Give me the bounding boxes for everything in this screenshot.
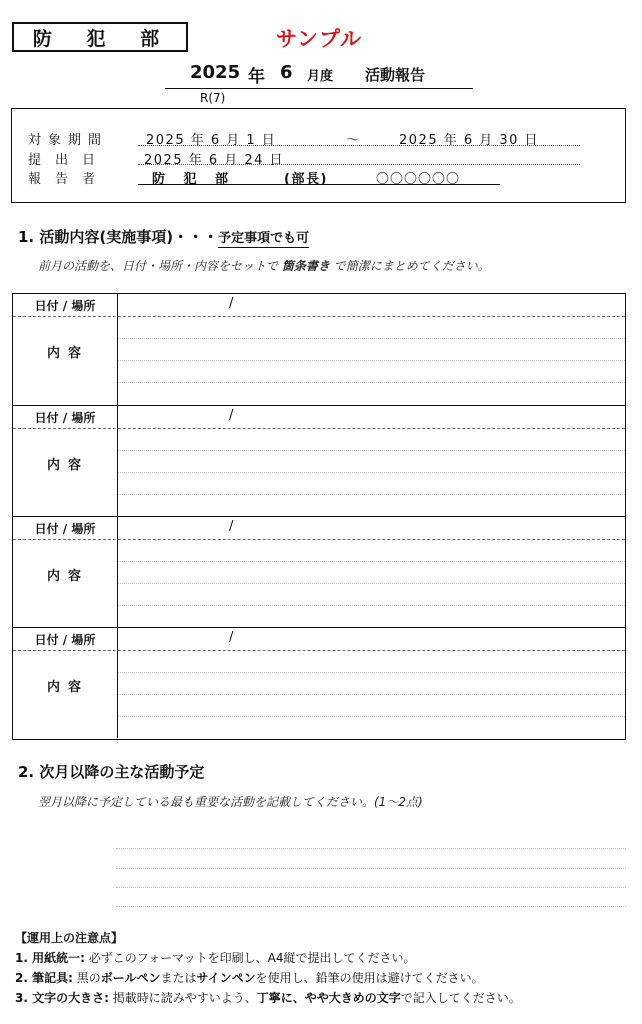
submit-date: 2025 年 6 月 24 日 — [144, 153, 285, 168]
reporter-label: 報告者 — [28, 172, 110, 187]
activity-table — [12, 293, 626, 740]
period-end: 2025 年 6 月 30 日 — [399, 133, 540, 148]
date-place-slash: / — [229, 408, 234, 423]
report-month: 6 — [280, 62, 293, 83]
plan-line — [116, 906, 626, 907]
section2-number: 2. — [18, 763, 35, 781]
report-year: 2025 — [190, 62, 241, 83]
operation-notes-heading: 【運用上の注意点】 — [15, 931, 124, 945]
section1-title: 活動内容(実施事項)・・・ — [39, 228, 219, 246]
content-label: 内容 — [46, 458, 89, 473]
report-year-unit: 年 — [248, 67, 265, 87]
operation-note-item: 1. 用紙統一: 必ずこのフォーマットを印刷し、A4縦で提出してください。 — [15, 951, 416, 965]
activity-block — [13, 294, 625, 405]
section1-note-pre: 前月の活動を、日付・場所・内容をセットで — [38, 259, 279, 273]
section2-title: 次月以降の主な活動予定 — [39, 763, 205, 781]
date-place-slash: / — [229, 630, 234, 645]
section1-title-tail: 予定事項でも可 — [218, 231, 310, 246]
section2-heading — [18, 761, 204, 782]
period-separator: ～ — [346, 133, 361, 148]
section1-heading — [18, 226, 309, 247]
operation-notes — [15, 928, 521, 1008]
section1-note — [38, 257, 490, 274]
submit-underline — [138, 164, 580, 165]
reiwa-year: R(7) — [200, 91, 226, 105]
date-place-label: 日付 / 場所 — [34, 411, 96, 425]
content-label: 内容 — [46, 569, 89, 584]
period-label: 対象期間 — [28, 133, 109, 148]
plan-line — [116, 868, 626, 869]
reporter-role: (部長) — [284, 172, 328, 187]
reporter-underline — [138, 184, 500, 185]
date-place-label: 日付 / 場所 — [34, 522, 96, 536]
section1-note-post: で簡潔にまとめてください。 — [333, 259, 490, 273]
plan-line — [116, 848, 626, 849]
date-place-label: 日付 / 場所 — [34, 299, 96, 313]
reporter-dept: 防 犯 部 — [152, 172, 236, 187]
department-box — [12, 22, 188, 52]
activity-block — [13, 517, 625, 628]
section2-note: 翌月以降に予定している最も重要な活動を記載してください。(1～2点) — [38, 795, 423, 809]
info-box — [11, 108, 626, 203]
report-title: 活動報告 — [365, 66, 426, 84]
submit-label: 提出日 — [28, 153, 110, 168]
period-underline — [138, 145, 580, 146]
content-label: 内容 — [46, 680, 89, 695]
report-month-unit: 月度 — [307, 69, 334, 84]
report-title-line — [165, 60, 473, 89]
plan-line — [116, 887, 626, 888]
period-start: 2025 年 6 月 1 日 — [146, 133, 277, 148]
operation-note-item: 2. 筆記具: 黒のボールペンまたはサインペンを使用し、鉛筆の使用は避けてください。 — [15, 971, 484, 985]
operation-note-item: 3. 文字の大きさ: 掲載時に読みやすいよう、丁寧に、やや大きめの文字で記入してください。 — [15, 991, 521, 1005]
date-place-label: 日付 / 場所 — [34, 633, 96, 647]
date-place-slash: / — [229, 296, 234, 311]
section1-number: 1. — [18, 228, 35, 246]
activity-block — [13, 628, 625, 738]
reporter-name: 〇〇〇〇〇〇 — [376, 172, 461, 187]
section1-note-bold: 箇条書き — [281, 259, 330, 273]
content-label: 内容 — [46, 346, 89, 361]
sample-label: サンプル — [276, 27, 363, 51]
department-name: 防 犯 部 — [32, 27, 174, 50]
activity-block — [13, 406, 625, 517]
date-place-slash: / — [229, 519, 234, 534]
